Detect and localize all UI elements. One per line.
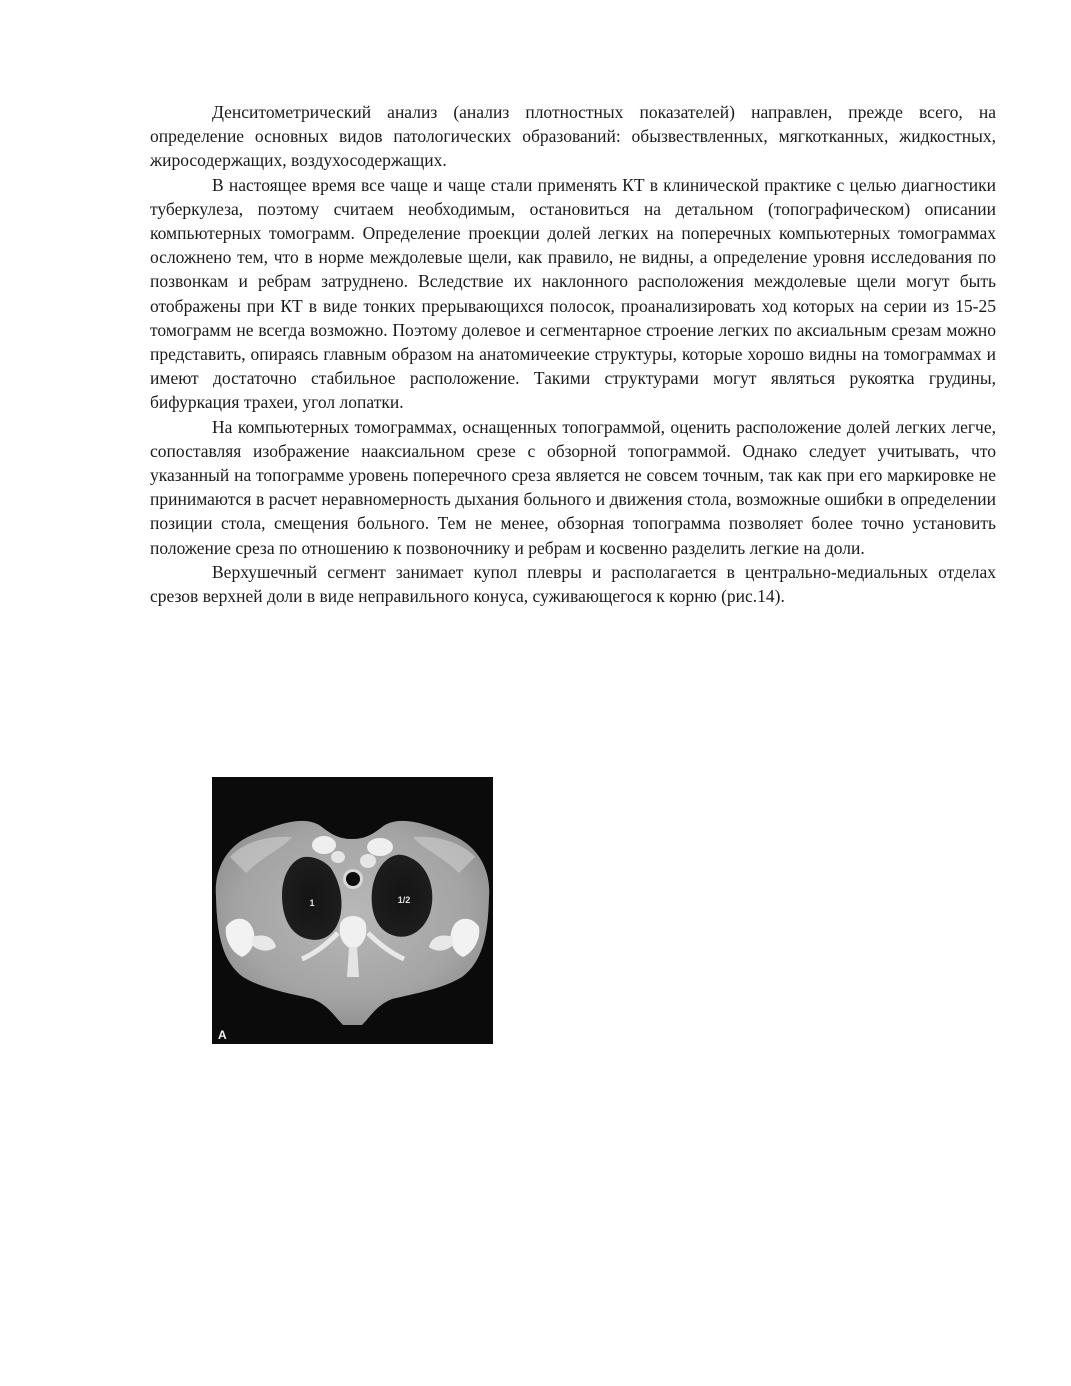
paragraph-ct-topography: В настоящее время все чаще и чаще стали применять КТ в клинической практике с целью диагностики туберкулеза, поэтому считаем необходимым, остановиться на детальном (топографическом) описании компьютерных томограмм. Определение проекции долей легких на поперечных компьютерных томограммах осложнено тем, что в норме междолевые щели, как правило, не видны, а определение уровня исследования по позвонкам и ребрам затруднено. Вследствие их наклонного расположения междолевые щели могут быть отображены при КТ в виде тонких прерывающихся полосок, проанализировать ход которых на серии из 15-25 томограмм не всегда возможно. Поэтому долевое и сегментарное строение легких по аксиальным срезам можно представить, опираясь главным образом на анатомичеекие структуры, которые хорошо видны на томограммах и имеют достаточно стабильное расположение. Такими структурами могут являться рукоятка грудины, бифуркация трахеи, угол лопатки. [150, 174, 996, 413]
paragraph-topogram: На компьютерных томограммах, оснащенных топограммой, оценить расположение долей легких легче, сопоставляя изображение наaксиальном срезе с обзорной топограммой. Однако следует учитывать, что указанный на топограмме уровень поперечного среза является не совсем точным, так как при его маркировке не принимаются в расчет неравномерность дыхания больного и движения стола, возможные ошибки в определении позиции стола, смещения больного. Тем не менее, обзорная топограмма позволяет более точно установить положение среза по отношению к позвоночнику и ребрам и косвенно разделить легкие на доли. [150, 416, 996, 558]
clavicle-bone [312, 836, 336, 854]
vessel [360, 854, 376, 868]
right-lung-label: 1 [309, 898, 315, 908]
vessel [331, 851, 345, 863]
paragraph-densitometry: Денситометрический анализ (анализ плотностных показателей) направлен, прежде всего, на определение основных видов патологических образований: обызвествленных, мягкотканных, жидкостных, жиросодержащих, воздухосодержащих. [150, 102, 996, 171]
clavicle-bone [367, 838, 393, 856]
trachea [346, 872, 360, 886]
body-text [150, 100, 996, 608]
panel-letter: A [218, 1028, 227, 1042]
left-lung-label: 1/2 [397, 895, 411, 905]
ct-scan-image [212, 777, 493, 1044]
spinous-process [347, 947, 359, 977]
paragraph-apical-segment: Верхушечный сегмент занимает купол плевры и располагается в центрально-медиальных отделах срезов верхней доли в виде неправильного конуса, суживающегося к корню (рис.14). [150, 561, 996, 607]
ct-scan-figure [212, 777, 493, 1044]
